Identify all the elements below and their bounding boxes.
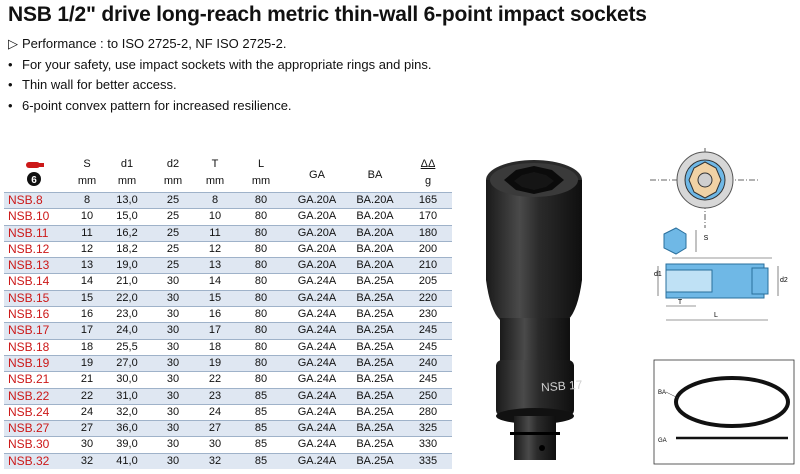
table-cell: 80 <box>234 290 288 306</box>
table-cell: 22,0 <box>104 290 150 306</box>
product-ref-cell: NSB.8 <box>4 193 70 209</box>
table-cell: GA.24A <box>288 437 346 453</box>
table-cell: 39,0 <box>104 437 150 453</box>
table-cell: BA.25A <box>346 339 404 355</box>
weight-icon: ΔΔ <box>420 158 436 170</box>
col-unit-g: g <box>424 175 432 187</box>
table-cell: 11 <box>196 225 234 241</box>
table-row <box>4 355 452 371</box>
table-cell: BA.25A <box>346 307 404 323</box>
feature-item-thin-wall: • Thin wall for better access. <box>8 75 431 96</box>
col-unit-s: mm <box>77 175 97 187</box>
table-cell: 85 <box>234 388 288 404</box>
table-cell: 13 <box>196 258 234 274</box>
table-cell: 16 <box>70 307 104 323</box>
product-ref-cell: NSB.12 <box>4 241 70 257</box>
table-cell: 30 <box>70 437 104 453</box>
col-header-ba: BA <box>367 168 383 181</box>
table-cell: 8 <box>70 193 104 209</box>
spec-table <box>4 156 452 469</box>
table-cell: 25,5 <box>104 339 150 355</box>
header-icons-cell <box>4 156 70 193</box>
table-row <box>4 209 452 225</box>
table-cell: BA.25A <box>346 323 404 339</box>
table-cell: 30 <box>150 404 196 420</box>
bullet-icon: • <box>8 56 13 72</box>
table-cell: GA.24A <box>288 421 346 437</box>
table-cell: 25 <box>150 258 196 274</box>
table-cell: 21,0 <box>104 274 150 290</box>
table-cell: BA.20A <box>346 258 404 274</box>
table-cell: BA.25A <box>346 388 404 404</box>
table-cell: 25 <box>150 193 196 209</box>
table-cell: 10 <box>196 209 234 225</box>
table-cell: 24 <box>196 404 234 420</box>
bullet-icon: • <box>8 77 13 92</box>
table-cell: 80 <box>234 193 288 209</box>
socket-type-icon <box>24 158 50 188</box>
table-cell: 200 <box>404 241 452 257</box>
table-cell: 30 <box>150 339 196 355</box>
page-title: NSB 1/2" drive long-reach metric thin-wall 6-point impact sockets <box>8 3 647 26</box>
table-cell: 19,0 <box>104 258 150 274</box>
table-cell: 80 <box>234 339 288 355</box>
table-cell: 80 <box>234 225 288 241</box>
socket-photo <box>466 150 616 474</box>
table-cell: BA.25A <box>346 404 404 420</box>
table-cell: 36,0 <box>104 421 150 437</box>
table-cell: 24,0 <box>104 323 150 339</box>
table-cell: 85 <box>234 404 288 420</box>
table-cell: 13 <box>70 258 104 274</box>
table-cell: 32 <box>70 453 104 469</box>
label-d2: d2 <box>780 277 788 284</box>
table-cell: 23,0 <box>104 307 150 323</box>
table-row <box>4 323 452 339</box>
table-cell: 24 <box>70 404 104 420</box>
product-ref-cell: NSB.15 <box>4 290 70 306</box>
product-ref-cell: NSB.10 <box>4 209 70 225</box>
table-cell: GA.20A <box>288 225 346 241</box>
col-header-d1: d1 <box>120 158 134 170</box>
table-cell: 330 <box>404 437 452 453</box>
feature-item-performance: ▷ Performance : to ISO 2725-2, NF ISO 2725-2. <box>8 34 431 55</box>
table-cell: 41,0 <box>104 453 150 469</box>
table-cell: 170 <box>404 209 452 225</box>
feature-item-safety: • For your safety, use impact sockets with the appropriate rings and pins. <box>8 55 431 76</box>
table-cell: 13,0 <box>104 193 150 209</box>
feature-list <box>8 34 431 116</box>
col-unit-d2: mm <box>163 175 183 187</box>
table-row <box>4 225 452 241</box>
table-row <box>4 241 452 257</box>
table-cell: GA.24A <box>288 307 346 323</box>
table-cell: 27,0 <box>104 355 150 371</box>
table-cell: BA.25A <box>346 290 404 306</box>
table-cell: GA.24A <box>288 274 346 290</box>
product-ref-cell: NSB.30 <box>4 437 70 453</box>
table-cell: BA.25A <box>346 421 404 437</box>
ring-pin-diagram <box>652 358 798 470</box>
table-cell: 210 <box>404 258 452 274</box>
table-cell: 25 <box>150 225 196 241</box>
table-cell: 16 <box>196 307 234 323</box>
table-cell: GA.24A <box>288 404 346 420</box>
table-cell: 205 <box>404 274 452 290</box>
table-cell: 30 <box>150 290 196 306</box>
table-row <box>4 258 452 274</box>
table-cell: 30,0 <box>104 372 150 388</box>
col-header-l: L <box>257 158 265 170</box>
table-row <box>4 421 452 437</box>
table-row <box>4 274 452 290</box>
table-row <box>4 307 452 323</box>
col-header-ga: GA <box>309 168 325 181</box>
table-row <box>4 437 452 453</box>
product-ref-cell: NSB.11 <box>4 225 70 241</box>
table-row <box>4 388 452 404</box>
table-cell: 19 <box>70 355 104 371</box>
table-cell: 335 <box>404 453 452 469</box>
table-cell: GA.20A <box>288 258 346 274</box>
table-cell: 15 <box>70 290 104 306</box>
product-ref-cell: NSB.17 <box>4 323 70 339</box>
table-cell: 30 <box>150 323 196 339</box>
table-cell: 325 <box>404 421 452 437</box>
table-cell: 27 <box>70 421 104 437</box>
table-cell: 245 <box>404 339 452 355</box>
table-cell: 30 <box>150 274 196 290</box>
table-cell: 25 <box>150 209 196 225</box>
table-cell: 245 <box>404 372 452 388</box>
table-cell: 80 <box>234 258 288 274</box>
table-cell: 25 <box>150 241 196 257</box>
product-ref-cell: NSB.14 <box>4 274 70 290</box>
table-cell: 30 <box>150 355 196 371</box>
table-cell: 18 <box>196 339 234 355</box>
label-ga: GA <box>658 438 667 444</box>
table-cell: 80 <box>234 323 288 339</box>
table-cell: 22 <box>70 388 104 404</box>
table-cell: GA.24A <box>288 290 346 306</box>
table-cell: GA.20A <box>288 193 346 209</box>
label-ba: BA <box>658 390 667 396</box>
socket-section-diagram <box>652 222 792 334</box>
table-cell: BA.20A <box>346 209 404 225</box>
table-cell: 240 <box>404 355 452 371</box>
product-ref-cell: NSB.24 <box>4 404 70 420</box>
table-cell: 18 <box>70 339 104 355</box>
svg-text:6: 6 <box>31 175 37 186</box>
table-cell: BA.25A <box>346 372 404 388</box>
label-t: T <box>677 299 683 306</box>
product-ref-cell: NSB.19 <box>4 355 70 371</box>
table-row <box>4 193 452 209</box>
table-cell: 85 <box>234 437 288 453</box>
table-cell: 30 <box>150 421 196 437</box>
table-row <box>4 339 452 355</box>
table-cell: 19 <box>196 355 234 371</box>
table-cell: 80 <box>234 241 288 257</box>
col-unit-d1: mm <box>117 175 137 187</box>
label-d1: d1 <box>654 271 662 278</box>
table-cell: 230 <box>404 307 452 323</box>
table-cell: BA.25A <box>346 274 404 290</box>
col-header-s: S <box>83 158 91 170</box>
table-cell: GA.20A <box>288 241 346 257</box>
table-cell: 30 <box>150 372 196 388</box>
table-cell: 23 <box>196 388 234 404</box>
table-row <box>4 290 452 306</box>
table-row <box>4 453 452 469</box>
table-cell: GA.24A <box>288 339 346 355</box>
product-ref-cell: NSB.32 <box>4 453 70 469</box>
col-header-weight <box>404 156 452 175</box>
table-cell: 15 <box>196 290 234 306</box>
table-cell: 30 <box>150 307 196 323</box>
bullet-icon: • <box>8 97 13 113</box>
table-cell: GA.24A <box>288 323 346 339</box>
table-cell: 80 <box>234 372 288 388</box>
table-cell: BA.25A <box>346 453 404 469</box>
table-cell: 32 <box>196 453 234 469</box>
table-cell: 85 <box>234 453 288 469</box>
table-cell: 30 <box>196 437 234 453</box>
table-cell: 30 <box>150 437 196 453</box>
triangle-icon: ▷ <box>8 36 18 51</box>
table-cell: 245 <box>404 323 452 339</box>
product-ref-cell: NSB.27 <box>4 421 70 437</box>
table-cell: 18,2 <box>104 241 150 257</box>
table-cell: 85 <box>234 421 288 437</box>
table-cell: BA.25A <box>346 355 404 371</box>
table-cell: GA.24A <box>288 372 346 388</box>
table-cell: 280 <box>404 404 452 420</box>
col-header-d2: d2 <box>166 158 180 170</box>
table-cell: 30 <box>150 453 196 469</box>
table-cell: 30 <box>150 388 196 404</box>
table-cell: GA.24A <box>288 355 346 371</box>
feature-item-6-point: • 6-point convex pattern for increased resilience. <box>8 96 431 117</box>
table-cell: BA.20A <box>346 241 404 257</box>
product-ref-cell: NSB.13 <box>4 258 70 274</box>
table-cell: 165 <box>404 193 452 209</box>
table-cell: 27 <box>196 421 234 437</box>
table-cell: 17 <box>70 323 104 339</box>
table-cell: 15,0 <box>104 209 150 225</box>
label-l: L <box>714 312 718 319</box>
socket-end-view-diagram <box>650 148 760 228</box>
table-cell: 80 <box>234 355 288 371</box>
table-cell: GA.24A <box>288 453 346 469</box>
table-cell: 80 <box>234 307 288 323</box>
table-cell: 80 <box>234 209 288 225</box>
table-cell: 14 <box>196 274 234 290</box>
table-cell: 14 <box>70 274 104 290</box>
table-cell: 220 <box>404 290 452 306</box>
product-ref-cell: NSB.18 <box>4 339 70 355</box>
socket-marking: NSB 17 <box>540 377 583 395</box>
col-unit-t: mm <box>205 175 225 187</box>
product-ref-cell: NSB.16 <box>4 307 70 323</box>
table-cell: 80 <box>234 274 288 290</box>
table-cell: 250 <box>404 388 452 404</box>
table-cell: 21 <box>70 372 104 388</box>
col-unit-l: mm <box>251 175 271 187</box>
table-row <box>4 372 452 388</box>
table-cell: BA.20A <box>346 225 404 241</box>
product-ref-cell: NSB.21 <box>4 372 70 388</box>
table-cell: 12 <box>70 241 104 257</box>
spec-table-body <box>4 193 452 470</box>
product-ref-cell: NSB.22 <box>4 388 70 404</box>
table-cell: 10 <box>70 209 104 225</box>
table-cell: 8 <box>196 193 234 209</box>
table-cell: 31,0 <box>104 388 150 404</box>
table-row <box>4 404 452 420</box>
table-cell: 11 <box>70 225 104 241</box>
table-cell: 12 <box>196 241 234 257</box>
col-header-t: T <box>211 158 219 170</box>
table-cell: 16,2 <box>104 225 150 241</box>
table-cell: BA.20A <box>346 193 404 209</box>
table-cell: 22 <box>196 372 234 388</box>
table-cell: 180 <box>404 225 452 241</box>
table-cell: 17 <box>196 323 234 339</box>
table-cell: 32,0 <box>104 404 150 420</box>
table-cell: GA.24A <box>288 388 346 404</box>
table-cell: GA.20A <box>288 209 346 225</box>
label-s: S <box>703 235 709 242</box>
table-cell: BA.25A <box>346 437 404 453</box>
